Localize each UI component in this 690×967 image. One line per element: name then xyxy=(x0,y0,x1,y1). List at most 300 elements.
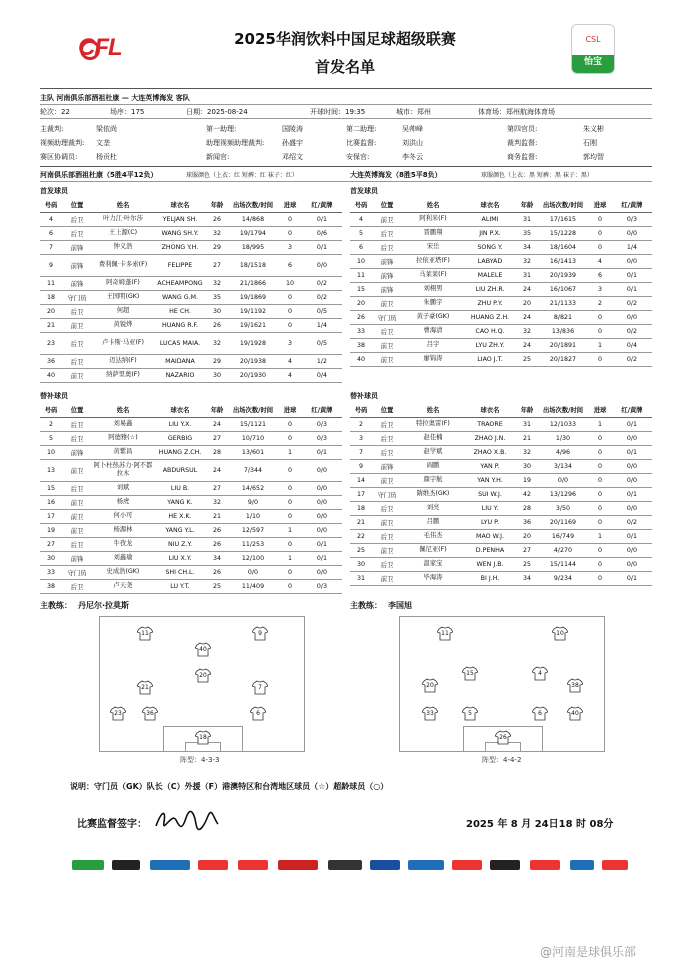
table-cell: 32 xyxy=(516,445,538,459)
table-cell: 0/0 xyxy=(302,459,342,481)
table-cell: 20 xyxy=(516,529,538,543)
table-row xyxy=(40,509,342,523)
table-cell: 0 xyxy=(588,473,612,487)
table-cell: 0/0 xyxy=(612,557,652,571)
table-cell: 守门员 xyxy=(372,487,402,501)
table-cell: 38 xyxy=(350,338,372,352)
table-cell: 31 xyxy=(516,212,538,226)
table-cell: 前卫 xyxy=(62,509,92,523)
column-header: 姓名 xyxy=(92,403,154,417)
home-formation-pitch xyxy=(99,616,305,752)
match-date: 日期：2025-08-24 xyxy=(186,108,248,116)
table-cell: 42 xyxy=(516,487,538,501)
table-cell: 32 xyxy=(516,324,538,338)
away-formation-label: 阵型：4-4-2 xyxy=(482,756,522,764)
official-role: 第一助理: xyxy=(206,125,237,133)
table-row xyxy=(350,324,652,338)
table-row xyxy=(40,537,342,551)
table-cell: 20/1827 xyxy=(538,352,588,366)
table-cell: 18/1604 xyxy=(538,240,588,254)
table-cell: 0 xyxy=(278,304,302,318)
table-cell: 20/1938 xyxy=(228,354,278,368)
table-cell: 刘鑫瑜 xyxy=(92,551,154,565)
table-row xyxy=(350,338,652,352)
official-role: 安保官: xyxy=(346,153,370,161)
table-row xyxy=(350,571,652,585)
column-header: 年龄 xyxy=(516,198,538,212)
table-cell: 36 xyxy=(40,354,62,368)
table-cell: 后卫 xyxy=(372,431,402,445)
table-cell: 0 xyxy=(588,487,612,501)
table-cell: 30 xyxy=(350,557,372,571)
table-cell: 25 xyxy=(516,557,538,571)
table-cell: 16/1413 xyxy=(538,254,588,268)
table-cell: 前锋 xyxy=(62,551,92,565)
table-cell: 34 xyxy=(516,240,538,254)
match-title: 主队 河南俱乐部酒祖杜康 — 大连英博海发 客队 xyxy=(40,94,190,102)
table-cell: 0/6 xyxy=(302,226,342,240)
table-cell: 前卫 xyxy=(372,212,402,226)
table-cell: 9 xyxy=(40,254,62,276)
table-cell: 6 xyxy=(40,226,62,240)
column-header: 出场次数/时间 xyxy=(538,198,588,212)
table-cell: 刘易鑫 xyxy=(92,417,154,431)
table-cell: 19 xyxy=(40,523,62,537)
table-cell: 后卫 xyxy=(372,501,402,515)
table-cell: 12/100 xyxy=(228,551,278,565)
table-cell: 0/0 xyxy=(612,501,652,515)
player-shirt-icon: 40 xyxy=(567,706,583,721)
table-cell: 0/0 xyxy=(612,459,652,473)
away-subs-table xyxy=(350,403,652,586)
table-cell: 吕鹏 xyxy=(402,515,464,529)
table-cell: 19/1621 xyxy=(228,318,278,332)
table-row xyxy=(350,431,652,445)
official-role: 第二助理: xyxy=(346,125,377,133)
player-shirt-icon: 10 xyxy=(552,626,568,641)
table-cell: 0/0 xyxy=(612,310,652,324)
table-cell: 4 xyxy=(278,354,302,368)
table-cell: 0 xyxy=(278,417,302,431)
table-cell: 0/2 xyxy=(612,296,652,310)
table-cell: YANG K. xyxy=(154,495,206,509)
table-cell: 21 xyxy=(40,318,62,332)
table-cell: 33 xyxy=(40,565,62,579)
column-header: 位置 xyxy=(372,198,402,212)
sponsor-logo xyxy=(198,860,228,870)
official-name: 吴帅峰 xyxy=(402,125,423,133)
table-cell: 0/2 xyxy=(302,276,342,290)
table-cell: 19/1869 xyxy=(228,290,278,304)
table-cell: 守门员 xyxy=(372,310,402,324)
sponsor-logo xyxy=(328,860,362,870)
table-row xyxy=(40,290,342,304)
table-cell: 后卫 xyxy=(62,431,92,445)
table-cell: 阿卜杜热苏力·阿不都拉木 xyxy=(92,459,154,481)
table-cell: 25 xyxy=(516,352,538,366)
table-cell: 10/710 xyxy=(228,431,278,445)
table-cell: 1 xyxy=(278,445,302,459)
table-cell: 12/1033 xyxy=(538,417,588,431)
table-cell: 30 xyxy=(206,368,228,382)
home-subs-label: 替补球员 xyxy=(40,392,68,400)
table-cell: 26 xyxy=(206,565,228,579)
table-cell: 0/0 xyxy=(612,226,652,240)
table-cell: 27 xyxy=(206,254,228,276)
official-name: 郭均智 xyxy=(583,153,604,161)
player-shirt-icon: 7 xyxy=(252,680,268,695)
table-cell: 前锋 xyxy=(62,240,92,254)
table-cell: 19/1192 xyxy=(228,304,278,318)
column-header: 红/黄牌 xyxy=(612,403,652,417)
table-cell: 守门员 xyxy=(62,290,92,304)
player-shirt-icon: 23 xyxy=(110,706,126,721)
table-cell: 0/3 xyxy=(612,212,652,226)
table-cell: LIU Y.X. xyxy=(154,417,206,431)
table-cell: 前卫 xyxy=(62,318,92,332)
table-cell: 1 xyxy=(278,551,302,565)
table-cell: 33 xyxy=(350,324,372,338)
table-cell: 28 xyxy=(206,445,228,459)
player-shirt-icon: 6 xyxy=(532,706,548,721)
table-cell: 何超 xyxy=(92,304,154,318)
table-row xyxy=(350,557,652,571)
table-cell: 23 xyxy=(40,332,62,354)
table-cell: 30 xyxy=(516,459,538,473)
table-cell: 王上源(C) xyxy=(92,226,154,240)
table-cell: MALELE xyxy=(464,268,516,282)
home-team-name: 河南俱乐部酒祖杜康（5胜4平12负） xyxy=(40,171,158,179)
table-cell: 黄紫昌 xyxy=(92,445,154,459)
official-role: 裁判监督: xyxy=(507,139,538,147)
table-cell: 21 xyxy=(350,515,372,529)
table-cell: 前锋 xyxy=(372,268,402,282)
column-header: 出场次数/时间 xyxy=(228,198,278,212)
table-cell: 15/1228 xyxy=(538,226,588,240)
table-cell: 前卫 xyxy=(372,473,402,487)
table-cell: 30 xyxy=(40,551,62,565)
table-cell: 10 xyxy=(350,254,372,268)
table-cell: 32 xyxy=(516,254,538,268)
table-cell: 0 xyxy=(278,212,302,226)
table-cell: 0/0 xyxy=(612,431,652,445)
table-cell: 16/1067 xyxy=(538,282,588,296)
legend-note: 说明：守门员（GK）队长（C）外援（F）港澳特区和台湾地区球员（☆）超龄球员（○） xyxy=(70,782,389,791)
column-header: 号码 xyxy=(40,403,62,417)
official-name: 文垄 xyxy=(96,139,110,147)
table-cell: SHI CH.L. xyxy=(154,565,206,579)
table-cell: 后卫 xyxy=(62,537,92,551)
home-coach-label: 主教练： xyxy=(40,601,72,610)
header xyxy=(0,0,690,86)
table-cell: GERBIG xyxy=(154,431,206,445)
table-cell: 0 xyxy=(588,324,612,338)
table-cell: 31 xyxy=(350,571,372,585)
table-cell: MAIDANA xyxy=(154,354,206,368)
table-row xyxy=(40,318,342,332)
table-cell: 0 xyxy=(278,565,302,579)
table-cell: SONG Y. xyxy=(464,240,516,254)
table-cell: 后卫 xyxy=(372,445,402,459)
table-row xyxy=(40,226,342,240)
table-cell: 9/234 xyxy=(538,571,588,585)
player-shirt-icon: 20 xyxy=(195,668,211,683)
table-cell: 后卫 xyxy=(62,481,92,495)
table-cell: 13/836 xyxy=(538,324,588,338)
match-venue: 体育场：郑州航海体育场 xyxy=(478,108,555,116)
sponsor-logo xyxy=(370,860,400,870)
table-cell: 颜宇航 xyxy=(402,473,464,487)
table-cell: 17 xyxy=(40,509,62,523)
table-cell: ABDURSUL xyxy=(154,459,206,481)
csl-badge-icon: CSL 怡宝 xyxy=(571,24,615,74)
table-cell: 20/1891 xyxy=(538,338,588,352)
sponsor-logo xyxy=(490,860,520,870)
away-formation-pitch xyxy=(399,616,605,752)
table-cell: 0 xyxy=(278,537,302,551)
table-cell: 前卫 xyxy=(372,296,402,310)
table-cell: 刘亮 xyxy=(402,501,464,515)
table-cell: 3 xyxy=(350,431,372,445)
table-cell: 赵佳楠 xyxy=(402,431,464,445)
table-cell: BI J.H. xyxy=(464,571,516,585)
match-round: 轮次：22 xyxy=(40,108,70,116)
table-cell: 0/1 xyxy=(612,529,652,543)
table-cell: 34 xyxy=(206,551,228,565)
sponsor-strip xyxy=(72,850,632,878)
player-shirt-icon: 9 xyxy=(252,626,268,641)
table-cell: 0/1 xyxy=(612,282,652,296)
table-cell: 前卫 xyxy=(62,523,92,537)
table-cell: 26 xyxy=(206,318,228,332)
table-cell: 0 xyxy=(588,571,612,585)
table-cell: 4 xyxy=(588,254,612,268)
table-cell: YAN Y.H. xyxy=(464,473,516,487)
table-row xyxy=(40,354,342,368)
sponsor-logo xyxy=(530,860,560,870)
table-cell: 19/1928 xyxy=(228,332,278,354)
table-cell: 28 xyxy=(516,501,538,515)
table-cell: 8/821 xyxy=(538,310,588,324)
table-cell: 吕宇 xyxy=(402,338,464,352)
table-cell: 27 xyxy=(40,537,62,551)
table-cell: 后卫 xyxy=(372,417,402,431)
table-cell: 32 xyxy=(206,226,228,240)
player-shirt-icon: 33 xyxy=(422,706,438,721)
table-cell: 前卫 xyxy=(372,515,402,529)
table-cell: 11 xyxy=(350,268,372,282)
column-header: 年龄 xyxy=(206,403,228,417)
table-cell: NAZARIO xyxy=(154,368,206,382)
table-cell: 35 xyxy=(516,226,538,240)
table-cell: HE CH. xyxy=(154,304,206,318)
table-row xyxy=(40,579,342,593)
table-cell: 后卫 xyxy=(372,240,402,254)
table-cell: 刘栩男 xyxy=(402,282,464,296)
table-cell: NIU Z.Y. xyxy=(154,537,206,551)
table-cell: 前卫 xyxy=(372,338,402,352)
column-header: 姓名 xyxy=(402,403,464,417)
table-cell: 21 xyxy=(206,509,228,523)
table-cell: 0 xyxy=(278,481,302,495)
table-cell: D.PENHA xyxy=(464,543,516,557)
table-row xyxy=(40,551,342,565)
player-shirt-icon: 21 xyxy=(137,680,153,695)
official-role: 商务监督: xyxy=(507,153,538,161)
table-cell: 阎鹏 xyxy=(402,459,464,473)
table-cell: 7 xyxy=(40,240,62,254)
table-cell: 0/0 xyxy=(302,481,342,495)
table-cell: 毛伟杰 xyxy=(402,529,464,543)
away-starters-table xyxy=(350,198,652,367)
table-cell: LIU B. xyxy=(154,481,206,495)
table-cell: 11 xyxy=(40,276,62,290)
table-row xyxy=(40,495,342,509)
column-header: 球衣名 xyxy=(464,198,516,212)
player-shirt-icon: 4 xyxy=(532,666,548,681)
column-header: 姓名 xyxy=(92,198,154,212)
table-cell: 1 xyxy=(588,338,612,352)
table-cell: 1/4 xyxy=(302,318,342,332)
table-cell: TRAORE xyxy=(464,417,516,431)
table-cell: JIN P.X. xyxy=(464,226,516,240)
table-cell: 31 xyxy=(516,268,538,282)
table-cell: 卢卡斯·马亚(F) xyxy=(92,332,154,354)
table-row xyxy=(40,445,342,459)
table-cell: 19 xyxy=(516,473,538,487)
table-row xyxy=(350,268,652,282)
table-cell: 后卫 xyxy=(62,226,92,240)
signature-label: 比赛监督签字： xyxy=(77,819,147,830)
table-cell: 0 xyxy=(588,459,612,473)
table-cell: 31 xyxy=(516,417,538,431)
table-cell: 前锋 xyxy=(372,282,402,296)
table-cell: 3/134 xyxy=(538,459,588,473)
table-cell: 11/253 xyxy=(228,537,278,551)
table-cell: 卢天尧 xyxy=(92,579,154,593)
column-header: 球衣名 xyxy=(154,198,206,212)
column-header: 年龄 xyxy=(516,403,538,417)
table-cell: 黄子豪(GK) xyxy=(402,310,464,324)
table-cell: YANG Y.L. xyxy=(154,523,206,537)
table-row xyxy=(40,276,342,290)
table-row xyxy=(350,529,652,543)
column-header: 球衣名 xyxy=(464,403,516,417)
official-role: 视频助理裁判: xyxy=(40,139,85,147)
official-name: 刘洪山 xyxy=(402,139,423,147)
table-cell: 20/1169 xyxy=(538,515,588,529)
table-cell: 24 xyxy=(516,338,538,352)
table-cell: 1 xyxy=(588,529,612,543)
table-cell: 26 xyxy=(350,310,372,324)
table-cell: 杨虎 xyxy=(92,495,154,509)
table-cell: 9 xyxy=(350,459,372,473)
table-cell: 后卫 xyxy=(62,354,92,368)
table-cell: 0/0 xyxy=(228,565,278,579)
table-cell: 0/0 xyxy=(302,495,342,509)
column-header: 姓名 xyxy=(402,198,464,212)
table-row xyxy=(350,473,652,487)
table-cell: 26 xyxy=(206,523,228,537)
table-cell: 3/50 xyxy=(538,501,588,515)
table-cell: 24 xyxy=(206,459,228,481)
timestamp: 2025 年 8 月 24日18 时 08分 xyxy=(466,819,614,830)
table-row xyxy=(350,226,652,240)
away-coach-name: 李国旭 xyxy=(388,601,412,610)
table-cell: 赵学斌 xyxy=(402,445,464,459)
table-cell: 王国明(GK) xyxy=(92,290,154,304)
table-cell: 4 xyxy=(278,368,302,382)
table-row xyxy=(350,310,652,324)
table-cell: 后卫 xyxy=(62,212,92,226)
table-cell: 4 xyxy=(350,212,372,226)
official-role: 第四官员: xyxy=(507,125,538,133)
home-kit: 球服颜色（上衣：红 短裤：红 袜子：红） xyxy=(186,172,298,179)
table-cell: 0/5 xyxy=(302,304,342,318)
player-shirt-icon: 18 xyxy=(195,730,211,745)
table-cell: 14/652 xyxy=(228,481,278,495)
table-cell: WEN J.B. xyxy=(464,557,516,571)
column-header: 位置 xyxy=(62,403,92,417)
cfl-logo: CFL xyxy=(78,34,122,61)
table-cell: 0/3 xyxy=(302,417,342,431)
column-header: 进球 xyxy=(588,403,612,417)
table-row xyxy=(350,543,652,557)
watermark: @河南是球俱乐部 xyxy=(540,945,637,959)
table-cell: 40 xyxy=(40,368,62,382)
table-row xyxy=(350,212,652,226)
table-cell: 后卫 xyxy=(62,332,92,354)
table-cell: 6 xyxy=(350,240,372,254)
table-cell: 0 xyxy=(588,515,612,529)
table-cell: YELJAN SH. xyxy=(154,212,206,226)
table-cell: 27 xyxy=(206,481,228,495)
column-header: 进球 xyxy=(278,403,302,417)
official-name: 邓绍文 xyxy=(282,153,303,161)
table-cell: 纳萨里奥(F) xyxy=(92,368,154,382)
table-cell: 6 xyxy=(278,254,302,276)
player-shirt-icon: 20 xyxy=(422,678,438,693)
table-cell: 16/749 xyxy=(538,529,588,543)
table-cell: 32 xyxy=(206,276,228,290)
table-cell: 14/868 xyxy=(228,212,278,226)
table-cell: 22 xyxy=(350,529,372,543)
official-name: 石刚 xyxy=(583,139,597,147)
table-cell: 朱鹏宇 xyxy=(402,296,464,310)
table-cell: 0 xyxy=(278,459,302,481)
table-cell: 0 xyxy=(278,431,302,445)
table-cell: 32 xyxy=(206,495,228,509)
table-cell: 0/3 xyxy=(302,431,342,445)
table-cell: 前卫 xyxy=(372,571,402,585)
table-cell: LIAO J.T. xyxy=(464,352,516,366)
table-cell: 守门员 xyxy=(62,565,92,579)
table-cell: 24 xyxy=(516,310,538,324)
table-cell: ALIMI xyxy=(464,212,516,226)
player-shirt-icon: 26 xyxy=(495,730,511,745)
table-row xyxy=(350,487,652,501)
table-row xyxy=(350,254,652,268)
player-shirt-icon: 11 xyxy=(437,626,453,641)
table-cell: 5 xyxy=(40,431,62,445)
table-cell: 前锋 xyxy=(62,276,92,290)
player-shirt-icon: 11 xyxy=(137,626,153,641)
table-cell: 马莱莱(F) xyxy=(402,268,464,282)
table-cell: 0/3 xyxy=(302,579,342,593)
table-cell: 18 xyxy=(350,501,372,515)
table-cell: 0 xyxy=(588,543,612,557)
official-name: 李冬云 xyxy=(402,153,423,161)
